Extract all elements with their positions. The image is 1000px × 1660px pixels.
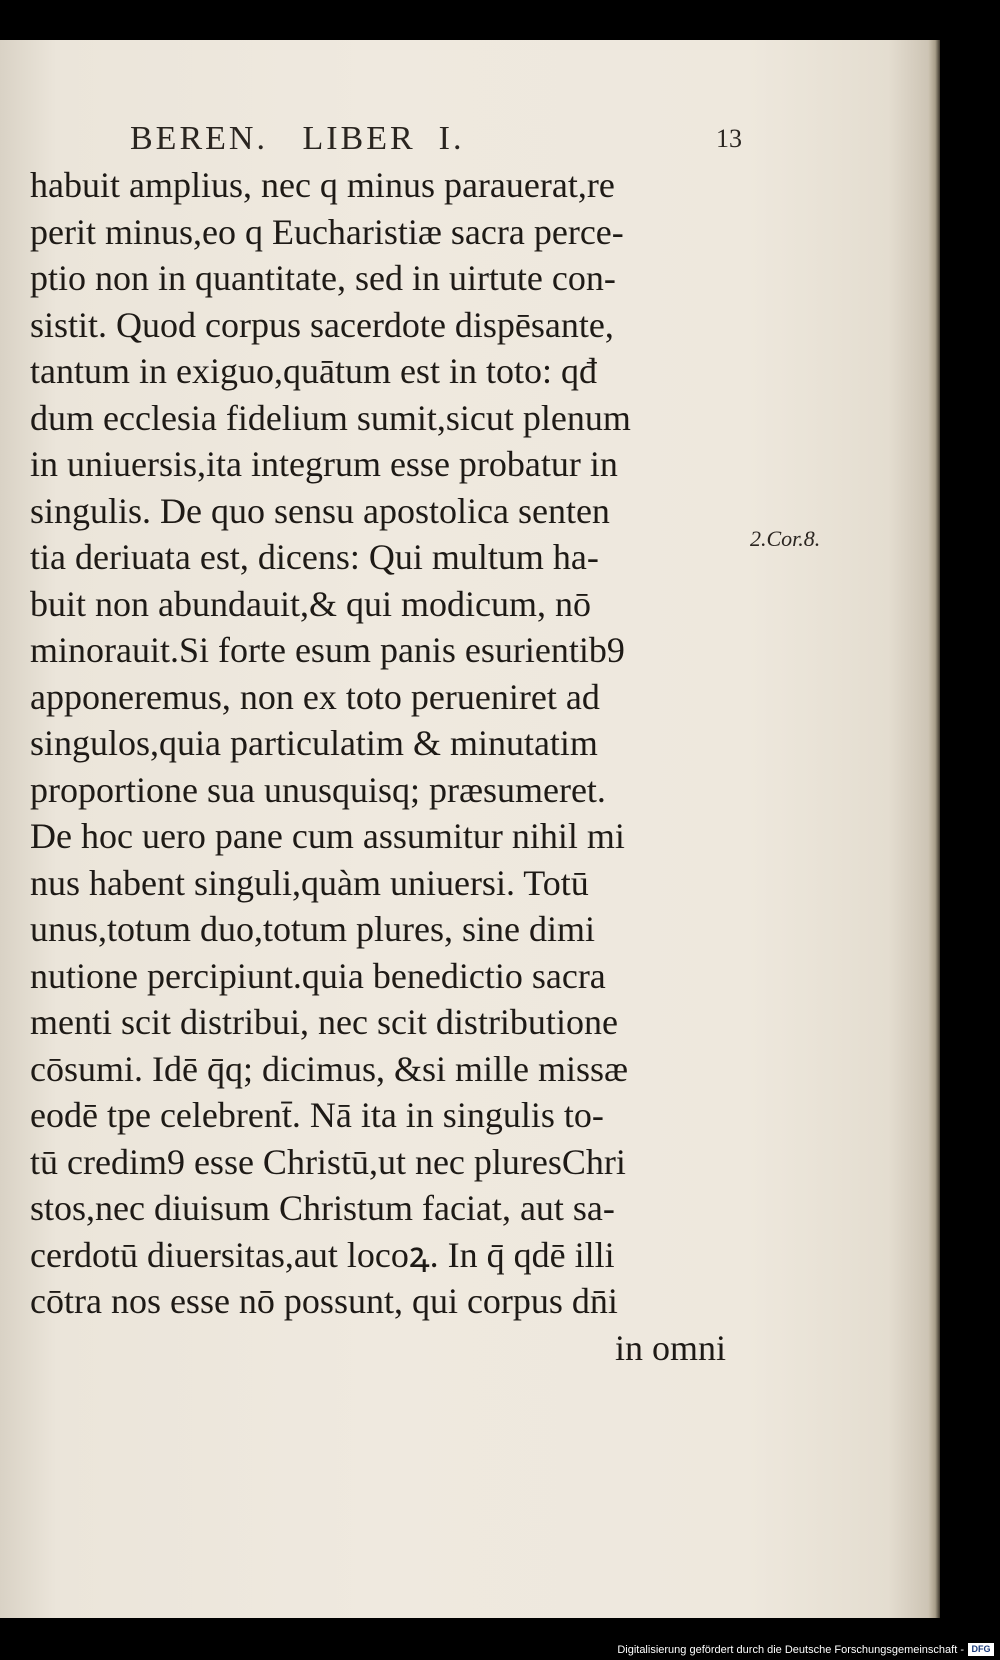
- marginal-note: 2.Cor.8.: [750, 526, 821, 551]
- running-head-title: BEREN. LIBER I.: [130, 120, 465, 157]
- dfg-logo-icon: DFG: [968, 1643, 994, 1656]
- page-edge: [928, 40, 940, 1618]
- text-line: nutione percipiunt.quia benedictio sacra: [30, 955, 606, 996]
- running-head: [130, 120, 770, 160]
- folio-number: 13: [716, 124, 742, 153]
- text-line: tū credim9 esse Christū,ut nec pluresChri: [30, 1141, 626, 1182]
- funding-credit: Digitalisierung gefördert durch die Deutsche Forschungsgemeinschaft -: [617, 1644, 964, 1656]
- text-line: habuit amplius, nec q minus parauerat,re: [30, 165, 615, 205]
- text-line: buit non abundauit,& qui modicum, nō: [30, 583, 591, 624]
- text-line: cōtra nos esse nō possunt, qui corpus dn̄i: [30, 1281, 618, 1321]
- text-line: singulos,quia particulatim & minutatim: [30, 723, 598, 763]
- text-line: menti scit distribui, nec scit distributione: [30, 1002, 618, 1042]
- catchword: in omni: [614, 1327, 726, 1368]
- text-line: De hoc uero pane cum assumitur nihil mi: [30, 816, 625, 856]
- scanned-page: [0, 40, 935, 1618]
- text-line: singulis. De quo sensu apostolica senten: [30, 490, 610, 531]
- text-line: cerdotū diuersitas,aut locoꝝ. In q̄ qdē illi: [30, 1234, 615, 1275]
- text-line: nus habent singuli,quàm uniuersi. Totū: [30, 862, 589, 903]
- text-line: eodē tpe celebrent̄. Nā ita in singulis to-: [30, 1095, 604, 1135]
- text-line: in uniuersis,ita integrum esse probatur in: [30, 444, 618, 484]
- text-line: proportione sua unusquisq; præsumeret.: [30, 769, 606, 810]
- text-line: cōsumi. Idē q̄q; dicimus, &si mille missæ: [30, 1048, 628, 1089]
- text-line: tia deriuata est, dicens: Qui multum ha-: [30, 537, 599, 577]
- text-line: dum ecclesia fidelium sumit,sicut plenum: [30, 397, 631, 438]
- text-line: ptio non in quantitate, sed in uirtute con-: [30, 258, 616, 298]
- text-line: apponeremus, non ex toto perueniret ad: [30, 676, 600, 717]
- text-line: perit minus,eo q Eucharistiæ sacra perce-: [30, 211, 624, 252]
- text-line: stos,nec diuisum Christum faciat, aut sa-: [30, 1188, 615, 1228]
- text-line: minorauit.Si forte esum panis esurientib9: [30, 630, 625, 670]
- text-line: unus,totum duo,totum plures, sine dimi: [30, 909, 595, 949]
- text-line: sistit. Quod corpus sacerdote dispēsante,: [30, 304, 614, 345]
- text-line: tantum in exiguo,quātum est in toto: qđ: [30, 351, 597, 391]
- body-text: [30, 162, 730, 1371]
